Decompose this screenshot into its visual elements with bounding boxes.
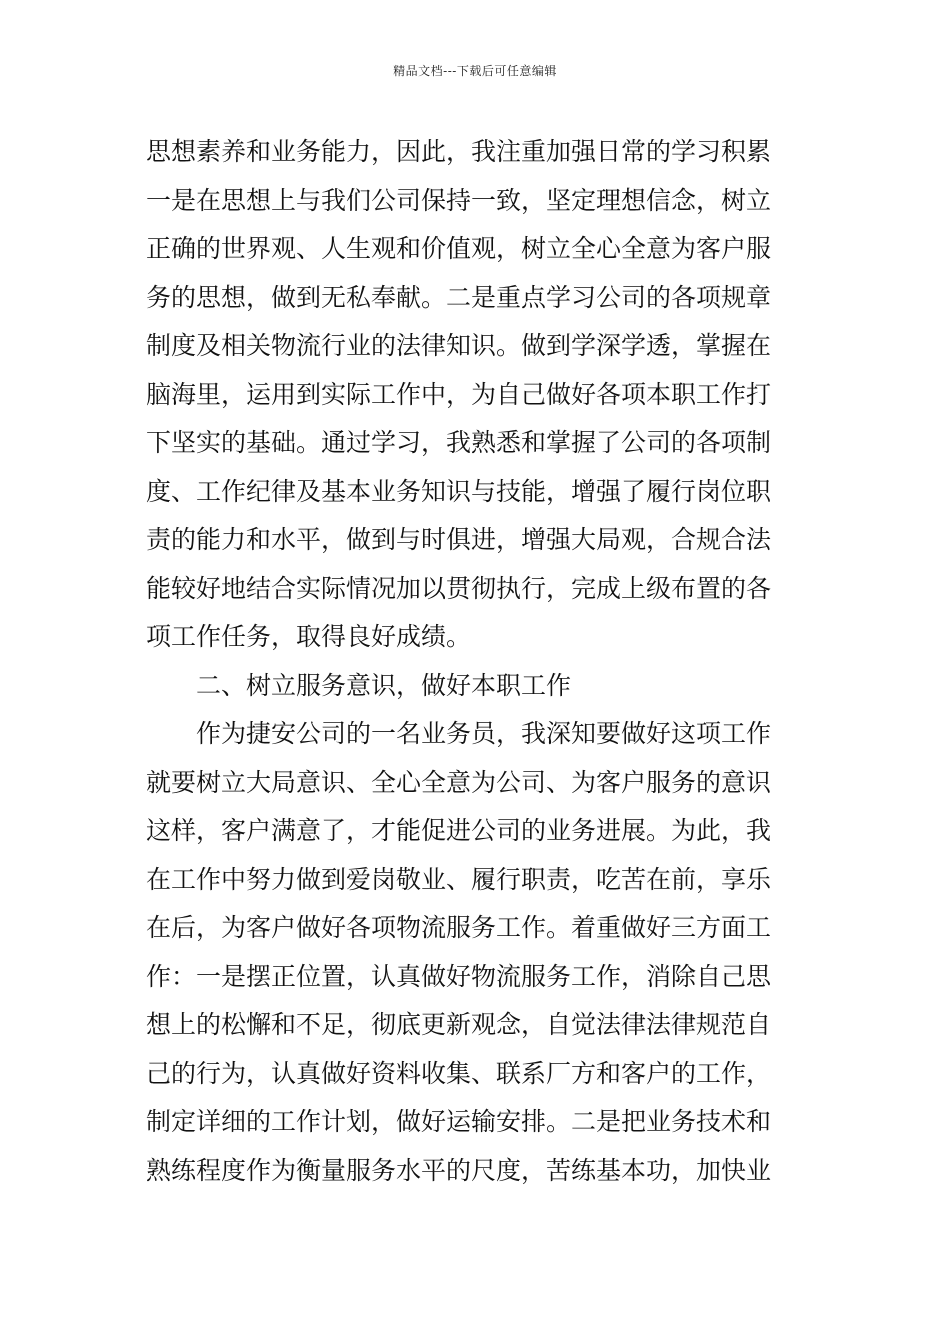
text-line: 度、工作纪律及基本业务知识与技能，增强了履行岗位职 [146,476,772,506]
text-line: 项工作任务，取得良好成绩。 [146,622,472,651]
text-line: 脑海里，运用到实际工作中，为自己做好各项本职工作打 [146,379,772,409]
section-heading: 二、树立服务意识，做好本职工作 [196,670,572,700]
text-line: 能较好地结合实际情况加以贯彻执行，完成上级布置的各 [146,573,772,603]
text-line: 下坚实的基础。通过学习，我熟悉和掌握了公司的各项制 [146,428,772,457]
text-line: 就要树立大局意识、全心全意为公司、为客户服务的意识 [146,767,772,797]
document-body [146,128,816,1195]
text-line: 己的行为，认真做好资料收集、联系厂方和客户的工作， [146,1058,772,1088]
text-line: 想上的松懈和不足，彻底更新观念，自觉法律法律规范自 [146,1010,772,1039]
page-header: 精品文档---下载后可任意编辑 [393,64,557,78]
text-line: 这样，客户满意了，才能促进公司的业务进展。为此，我 [146,816,772,845]
text-line: 在工作中努力做到爱岗敬业、履行职责，吃苦在前，享乐 [146,864,772,894]
text-line: 作：一是摆正位置，认真做好物流服务工作，消除自己思 [146,961,772,991]
text-line: 制定详细的工作计划，做好运输安排。二是把业务技术和 [146,1107,772,1136]
text-line: 正确的世界观、人生观和价值观，树立全心全意为客户服 [146,234,772,263]
paragraph-first-line: 作为捷安公司的一名业务员，我深知要做好这项工作 [196,719,772,748]
text-line: 一是在思想上与我们公司保持一致，坚定理想信念，树立 [146,185,772,215]
text-line: 熟练程度作为衡量服务水平的尺度，苦练基本功，加快业 [146,1155,772,1185]
text-line: 务的思想，做到无私奉献。二是重点学习公司的各项规章 [146,282,772,312]
text-line: 思想素养和业务能力，因此，我注重加强日常的学习积累 [146,137,772,166]
text-line: 制度及相关物流行业的法律知识。做到学深学透，掌握在 [146,331,772,360]
text-line: 责的能力和水平，做到与时俱进，增强大局观，合规合法 [146,525,772,554]
text-line: 在后，为客户做好各项物流服务工作。着重做好三方面工 [146,913,772,942]
